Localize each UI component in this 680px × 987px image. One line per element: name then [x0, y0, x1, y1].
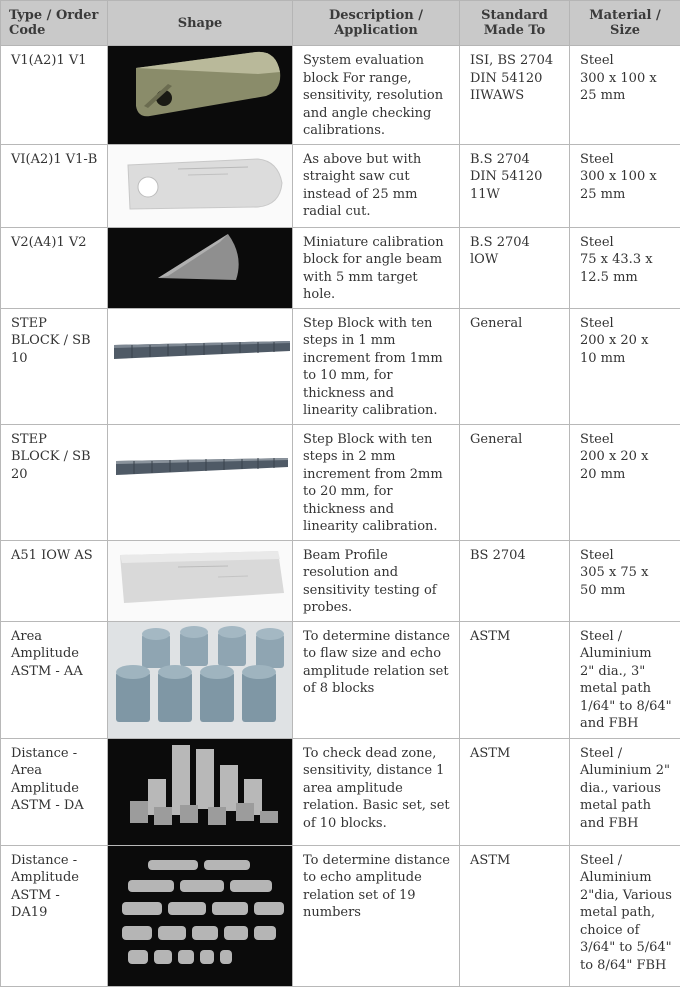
table-row	[1, 144, 680, 227]
shape-cell	[108, 227, 293, 308]
astm-da19-blocks-image	[108, 846, 292, 986]
astm-da-blocks-image	[108, 739, 292, 845]
material-cell: Steel 300 x 100 x 25 mm	[570, 46, 680, 145]
description-cell: As above but with straight saw cut instead of 25 mm radial cut.	[293, 144, 460, 227]
material-cell: Steel 300 x 100 x 25 mm	[570, 144, 680, 227]
material-cell: Steel / Aluminium 2" dia., various metal path and FBH	[570, 738, 680, 845]
material-cell: Steel 200 x 20 x 10 mm	[570, 308, 680, 424]
description-cell: To check dead zone, sensitivity, distance 1 area amplitude relation. Basic set, set of 10 blocks.	[293, 738, 460, 845]
v1-block-image	[108, 46, 292, 144]
standard-cell: General	[460, 424, 570, 540]
table-row	[1, 845, 680, 986]
standard-cell: ASTM	[460, 621, 570, 738]
shape-cell	[108, 738, 293, 845]
material-cell: Steel 305 x 75 x 50 mm	[570, 540, 680, 621]
header-row	[1, 1, 680, 46]
header-description: Description / Application	[293, 1, 460, 46]
standard-cell: BS 2704	[460, 540, 570, 621]
table-row	[1, 424, 680, 540]
standard-cell: General	[460, 308, 570, 424]
table-row	[1, 46, 680, 145]
description-cell: To determine distance to flaw size and echo amplitude relation set of 8 blocks	[293, 621, 460, 738]
table-row	[1, 227, 680, 308]
standard-cell: B.S 2704 DIN 54120 11W	[460, 144, 570, 227]
description-cell: Miniature calibration block for angle beam with 5 mm target hole.	[293, 227, 460, 308]
type-cell: Area Amplitude ASTM - AA	[1, 621, 108, 738]
standard-cell: ASTM	[460, 845, 570, 986]
shape-cell	[108, 144, 293, 227]
shape-cell	[108, 424, 293, 540]
table-row	[1, 540, 680, 621]
table-row	[1, 738, 680, 845]
header-standard: Standard Made To	[460, 1, 570, 46]
shape-cell	[108, 845, 293, 986]
step-block-sb20-image	[108, 425, 292, 540]
description-cell: Beam Profile resolution and sensitivity testing of probes.	[293, 540, 460, 621]
material-cell: Steel / Aluminium 2" dia., 3" metal path 1/64" to 8/64" and FBH	[570, 621, 680, 738]
type-cell: Distance - Area Amplitude ASTM - DA	[1, 738, 108, 845]
material-cell: Steel / Aluminium 2"dia, Various metal path, choice of 3/64" to 5/64" to 8/64" FBH	[570, 845, 680, 986]
material-cell: Steel 200 x 20 x 20 mm	[570, 424, 680, 540]
v2-block-image	[108, 228, 292, 308]
table-row	[1, 621, 680, 738]
header-material: Material / Size	[570, 1, 680, 46]
astm-aa-blocks-image	[108, 622, 292, 738]
type-cell: Distance - Amplitude ASTM - DA19	[1, 845, 108, 986]
v1-b-block-image	[108, 145, 292, 227]
header-shape: Shape	[108, 1, 293, 46]
description-cell: To determine distance to echo amplitude relation set of 19 numbers	[293, 845, 460, 986]
standard-cell: ISI, BS 2704 DIN 54120 IIWAWS	[460, 46, 570, 145]
shape-cell	[108, 308, 293, 424]
description-cell: Step Block with ten steps in 1 mm increment from 1mm to 10 mm, for thickness and linearity calibration.	[293, 308, 460, 424]
type-cell: A51 IOW AS	[1, 540, 108, 621]
description-cell: Step Block with ten steps in 2 mm increment from 2mm to 20 mm, for thickness and linearity calibration.	[293, 424, 460, 540]
iow-block-image	[108, 541, 292, 621]
type-cell: STEP BLOCK / SB 10	[1, 308, 108, 424]
standard-cell: B.S 2704 lOW	[460, 227, 570, 308]
shape-cell	[108, 621, 293, 738]
step-block-sb10-image	[108, 309, 292, 424]
type-cell: STEP BLOCK / SB 20	[1, 424, 108, 540]
description-cell: System evaluation block For range, sensitivity, resolution and angle checking calibrations.	[293, 46, 460, 145]
standard-cell: ASTM	[460, 738, 570, 845]
type-cell: V1(A2)1 V1	[1, 46, 108, 145]
header-type: Type / Order Code	[1, 1, 108, 46]
material-cell: Steel 75 x 43.3 x 12.5 mm	[570, 227, 680, 308]
shape-cell	[108, 46, 293, 145]
shape-cell	[108, 540, 293, 621]
type-cell: V2(A4)1 V2	[1, 227, 108, 308]
table-row	[1, 308, 680, 424]
type-cell: VI(A2)1 V1-B	[1, 144, 108, 227]
